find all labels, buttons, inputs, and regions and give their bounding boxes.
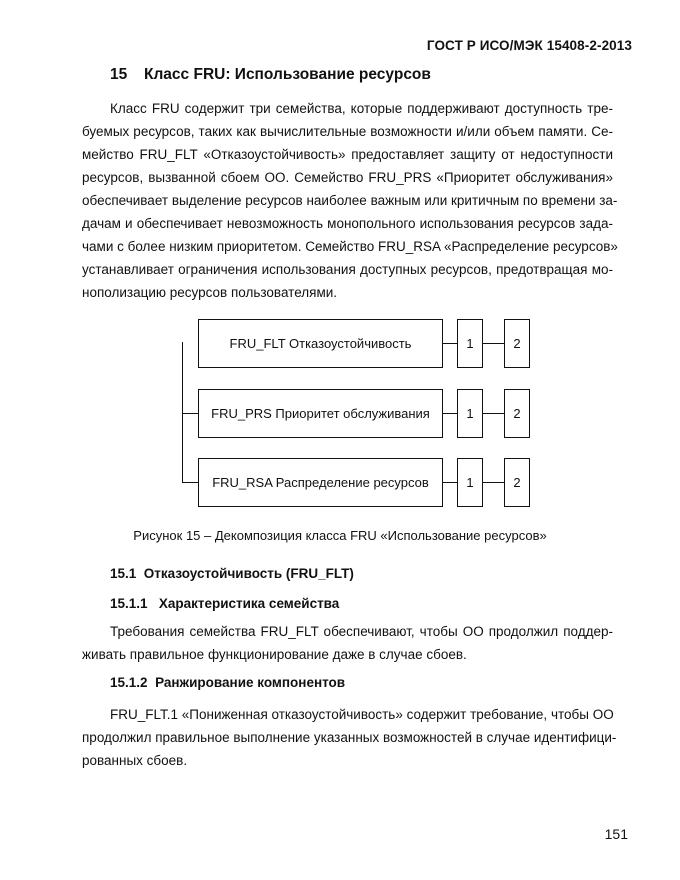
level-box-2: [504, 458, 530, 507]
level-box-2: [504, 319, 530, 368]
level-label: 1: [466, 336, 474, 351]
connector-line: [443, 413, 457, 414]
level-label: 1: [466, 406, 474, 421]
level-box-1: [457, 319, 483, 368]
family-box-fru-prs: [198, 389, 443, 438]
text-line: нополизацию ресурсов пользователями.: [82, 285, 338, 300]
document-header: ГОСТ Р ИСО/МЭК 15408-2-2013: [426, 38, 632, 53]
subsection-title: Характеристика семейства: [158, 596, 340, 611]
subsection-title: Отказоустойчивость (FRU_FLT): [143, 566, 354, 581]
figure-caption: Рисунок 15 – Декомпозиция класса FRU «Использование ресурсов»: [133, 528, 547, 543]
connector-line: [182, 482, 198, 483]
connector-line: [483, 343, 504, 344]
text-line: ресурсов, вызванной сбоем ОО. Семейство FRU_PRS «Приоритет обслуживания»: [82, 170, 613, 185]
level-box-1: [457, 458, 483, 507]
connector-line: [443, 482, 457, 483]
sub11-paragraph: [82, 620, 613, 666]
text-line: рованных сбоев.: [82, 753, 188, 768]
subsection-heading-15-1-1: [110, 596, 339, 611]
family-box-fru-flt: [198, 319, 443, 368]
subsection-number: 15.1.2: [110, 675, 148, 690]
text-line: буемых ресурсов, таких как вычислительные возможности и/или объем памяти. Се-: [82, 124, 613, 139]
connector-line: [483, 482, 504, 483]
level-label: 2: [513, 475, 521, 490]
section-title-text: Класс FRU: Использование ресурсов: [144, 66, 431, 83]
text-line: обеспечивает выделение ресурсов наиболее важным или критичным по времени за-: [82, 193, 618, 208]
text-line: дачам и обеспечивает невозможность монопольного использования ресурсов зада-: [82, 216, 613, 231]
text-line: продолжил правильное выполнение указанных возможностей в случае идентифици-: [82, 730, 617, 745]
level-box-1: [457, 389, 483, 438]
section-number: 15: [110, 66, 128, 83]
decomposition-diagram: [170, 310, 540, 510]
text-line: устанавливает ограничения использования доступных ресурсов, предотвращая мо-: [82, 262, 613, 277]
section-title: [110, 66, 431, 84]
text-line: чами с более низким приоритетом. Семейство FRU_RSA «Распределение ресурсов»: [82, 239, 618, 254]
intro-paragraph: [82, 97, 618, 304]
family-label: FRU_PRS Приоритет обслуживания: [211, 406, 430, 421]
family-label: FRU_RSA Распределение ресурсов: [212, 475, 429, 490]
subsection-number: 15.1: [110, 566, 137, 581]
text-line: Требования семейства FRU_FLT обеспечивают, чтобы ОО продолжил поддер-: [110, 624, 613, 639]
sub12-paragraph: [82, 703, 617, 772]
level-label: 1: [466, 475, 474, 490]
subsection-title: Ранжирование компонентов: [155, 675, 346, 690]
subsection-heading-15-1-2: [110, 675, 345, 690]
level-label: 2: [513, 406, 521, 421]
text-line: FRU_FLT.1 «Пониженная отказоустойчивость» содержит требование, чтобы ОО: [110, 707, 614, 722]
level-label: 2: [513, 336, 521, 351]
connector-line: [182, 413, 198, 414]
page-number: 151: [604, 826, 628, 842]
subsection-heading-15-1: [110, 566, 354, 581]
connector-line: [443, 343, 457, 344]
connector-line: [483, 413, 504, 414]
text-line: мейство FRU_FLT «Отказоустойчивость» предоставляет защиту от недоступности: [82, 147, 613, 162]
text-line: живать правильное функционирование даже в случае сбоев.: [82, 647, 467, 662]
family-label: FRU_FLT Отказоустойчивость: [229, 336, 412, 351]
text-line: Класс FRU содержит три семейства, которые поддерживают доступность тре-: [110, 101, 613, 116]
level-box-2: [504, 389, 530, 438]
diagram-trunk-line: [182, 342, 183, 482]
family-box-fru-rsa: [198, 458, 443, 507]
subsection-number: 15.1.1: [110, 596, 148, 611]
